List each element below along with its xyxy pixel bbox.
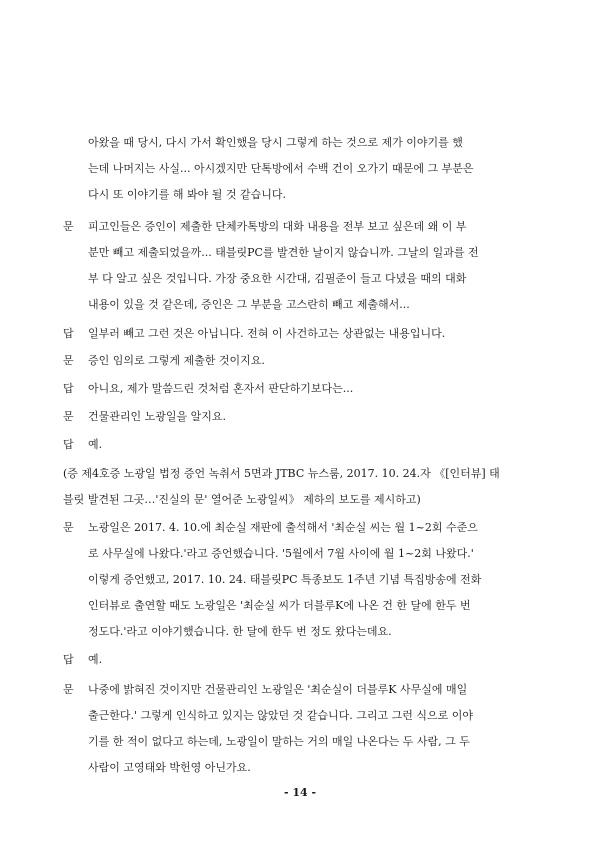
text-line: 인터뷰로 출연할 때도 노광일은 '최순실 씨가 더블루K에 나온 건 한 달에 한두 번: [88, 599, 471, 612]
answer-text: [88, 376, 548, 402]
text-line: 아왔을 때 당시, 다시 가서 확인했을 당시 그렇게 하는 것으로 제가 이야기를 했: [88, 136, 463, 149]
text-line: (증 제4호증 노광일 법정 증언 녹취서 5면과 JTBC 뉴스룸, 2017. 10. 24.자 《[인터뷰] 태: [63, 467, 500, 480]
exhibit-note-text: [63, 461, 563, 513]
question-text: [88, 404, 548, 430]
text-line: 사람이 고영태와 박헌영 아닌가요.: [88, 761, 251, 774]
text-line: 블릿 발견된 그곳…'진실의 문' 열어준 노광일씨》 제하의 보도를 제시하고): [63, 493, 421, 506]
text-line: 부 다 알고 싶은 것입니다. 가장 중요한 시간대, 김필준이 들고 다녔을 때의 대화: [88, 272, 467, 285]
text-line: 내용이 있을 것 같은데, 증인은 그 부분을 고스란히 빼고 제출해서...: [88, 298, 410, 311]
text-line: 분만 빼고 제출되었을까... 태블릿PC를 발견한 날이지 않습니까. 그날의 일과를 전: [88, 246, 479, 259]
text-line: 피고인들은 증인이 제출한 단체카톡방의 대화 내용을 전부 보고 싶은데 왜 이 부: [88, 220, 467, 233]
answer-label: 답: [63, 438, 74, 451]
answer-label: 답: [63, 653, 74, 666]
text-line: 출근한다.' 그렇게 인식하고 있지는 않았던 것 같습니다. 그리고 그런 식으로 이야: [88, 709, 474, 722]
question-text: [88, 677, 548, 781]
question-label: 문: [63, 220, 74, 233]
question-text: [88, 515, 548, 645]
text-line: 아니요, 제가 말씀드린 것처럼 혼자서 판단하기보다는...: [88, 382, 354, 395]
text-line: 일부러 빼고 그런 것은 아닙니다. 전혀 이 사건하고는 상관없는 내용입니다.: [88, 327, 446, 340]
question-label: 문: [63, 683, 74, 696]
question-text: [88, 348, 548, 374]
text-line: 예.: [88, 653, 103, 666]
text-line: 노광일은 2017. 4. 10.에 최순실 재판에 출석해서 '최순실 씨는 월 1~2회 수준으: [88, 521, 478, 534]
text-line: 예.: [88, 438, 103, 451]
question-label: 문: [63, 521, 74, 534]
text-line: 는데 나머지는 사실... 아시겠지만 단톡방에서 수백 건이 오가기 때문에 그 부분은: [88, 162, 474, 175]
question-text: [88, 214, 548, 318]
text-line: 건물관리인 노광일을 알지요.: [88, 410, 227, 423]
answer-label: 답: [63, 327, 74, 340]
answer-label: 답: [63, 382, 74, 395]
answer-text: [88, 432, 548, 458]
text-line: 나중에 밝혀진 것이지만 건물관리인 노광일은 '최순실이 더블루K 사무실에 매일: [88, 683, 468, 696]
question-label: 문: [63, 354, 74, 367]
answer-text: [88, 321, 548, 347]
text-line: 정도다.'라고 이야기했습니다. 한 달에 한두 번 정도 왔다는데요.: [88, 625, 392, 638]
text-line: 로 사무실에 나왔다.'라고 증언했습니다. '5월에서 7월 사이에 월 1~2회 나왔다.': [88, 547, 474, 560]
text-line: 증인 임의로 그렇게 제출한 것이지요.: [88, 354, 265, 367]
text-line: 이렇게 증언했고, 2017. 10. 24. 태블릿PC 특종보도 1주년 기념 특집방송에 전화: [88, 573, 482, 586]
text-line: 기를 한 적이 없다고 하는데, 노광일이 말하는 거의 매일 나온다는 두 사람, 그 두: [88, 735, 470, 748]
answer-text: [88, 647, 548, 673]
page-number: - 14 -: [283, 786, 317, 799]
question-label: 문: [63, 410, 74, 423]
text-line: 다시 또 이야기를 해 봐야 될 것 같습니다.: [88, 188, 286, 201]
answer-text: [88, 130, 548, 208]
